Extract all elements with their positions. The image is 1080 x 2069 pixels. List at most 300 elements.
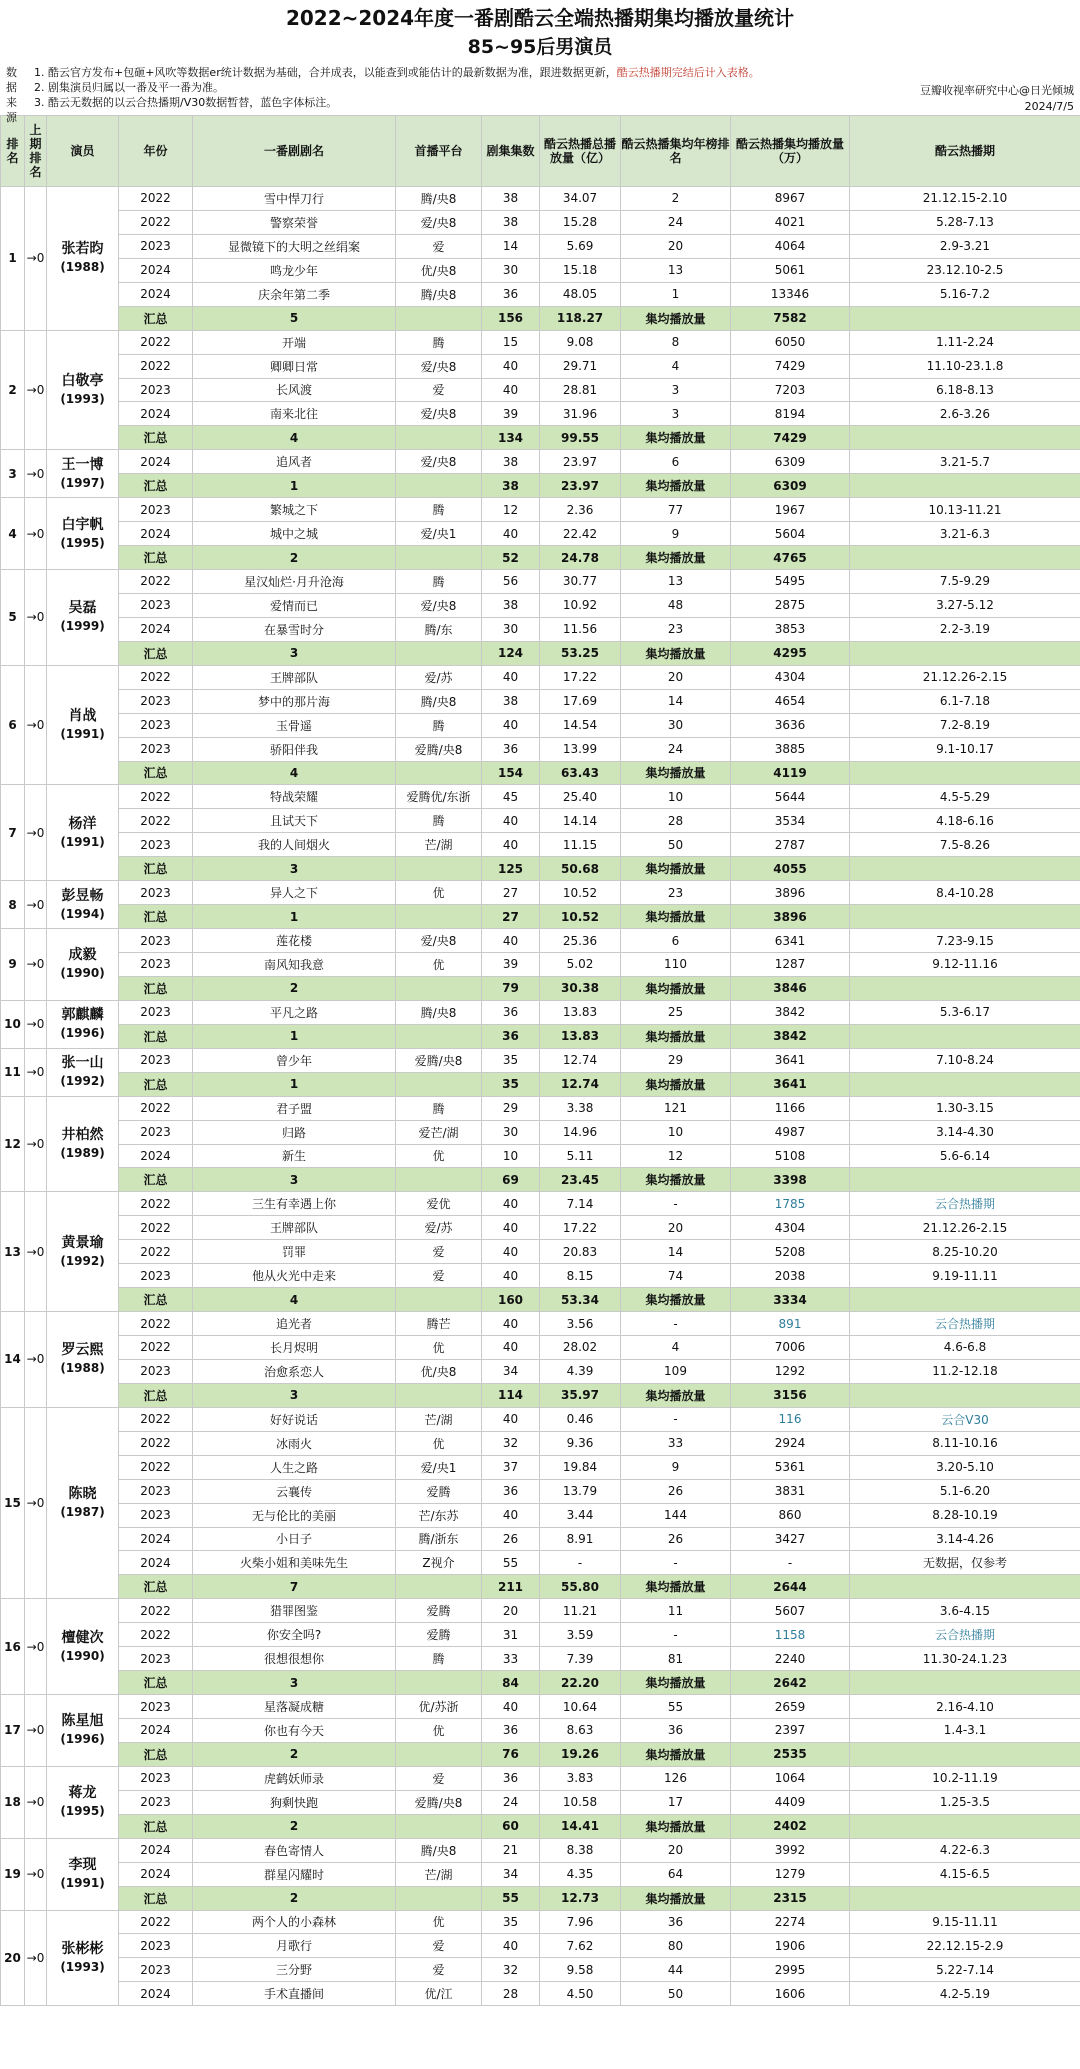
table-row [1,1958,1080,1982]
avg-views-cell: 4021 [731,210,850,234]
platform-cell: 腾/东 [396,617,482,641]
total-views-cell: 11.21 [540,1599,621,1623]
header-prev: 上期排名 [25,116,47,187]
platform-cell: Z视介 [396,1551,482,1575]
total-views-cell: 23.97 [540,450,621,474]
rank-cell: 10 [1,1000,25,1048]
avg-views-cell: 6050 [731,330,850,354]
total-views-cell: 17.69 [540,689,621,713]
summary-blank [850,306,1080,330]
actor-name: 张若昀 [61,241,104,258]
avg-views-cell: 8194 [731,402,850,426]
avg-views-cell: 1064 [731,1766,850,1790]
header-period: 酷云热播期 [850,116,1080,187]
avg-views-cell: 3885 [731,737,850,761]
actor-birth-year: (1987) [60,1505,105,1520]
summary-row [1,1168,1080,1192]
summary-total: 55.80 [540,1575,621,1599]
summary-label: 汇总 [119,905,193,929]
platform-cell: 芒/湖 [396,1407,482,1431]
actor-name: 张一山 [61,1055,104,1072]
summary-label: 汇总 [119,857,193,881]
summary-avg: 3842 [731,1024,850,1048]
platform-cell: 腾 [396,498,482,522]
total-views-cell: 25.40 [540,785,621,809]
avg-views-cell: 1287 [731,953,850,977]
actor-name: 杨洋 [68,815,97,832]
source-date: 2024/7/5 [1024,100,1074,113]
episodes-cell: 26 [482,1527,540,1551]
header-ep-rank: 酷云热播集均年榜排名 [621,116,731,187]
summary-count: 1 [193,1072,396,1096]
avg-views-cell: 4304 [731,1216,850,1240]
drama-cell: 异人之下 [193,881,396,905]
summary-blank [850,1671,1080,1695]
platform-cell: 爱/央8 [396,210,482,234]
period-cell: 5.3-6.17 [850,1000,1080,1024]
prev-rank-cell: →0 [25,1048,47,1096]
table-row [1,1766,1080,1790]
year-cell: 2024 [119,1862,193,1886]
summary-blank [850,474,1080,498]
prev-rank-cell: →0 [25,665,47,785]
summary-count: 4 [193,761,396,785]
drama-cell: 警察荣誉 [193,210,396,234]
platform-cell: 爱优 [396,1192,482,1216]
drama-cell: 无与伦比的美丽 [193,1503,396,1527]
episodes-cell: 38 [482,210,540,234]
year-cell: 2023 [119,833,193,857]
avg-views-cell: 2397 [731,1719,850,1743]
period-cell: 3.21-6.3 [850,522,1080,546]
yearly-rank-cell: 10 [621,785,731,809]
period-cell: 11.10-23.1.8 [850,354,1080,378]
platform-cell: 腾 [396,1647,482,1671]
rank-cell: 1 [1,187,25,331]
total-views-cell: 29.71 [540,354,621,378]
summary-blank [396,1288,482,1312]
summary-avg: 4765 [731,546,850,570]
platform-cell: 爱 [396,1766,482,1790]
episodes-cell: 40 [482,1407,540,1431]
year-cell: 2022 [119,1407,193,1431]
avg-views-cell: 2924 [731,1431,850,1455]
summary-episodes: 84 [482,1671,540,1695]
platform-cell: 芒/东苏 [396,1503,482,1527]
total-views-cell: 5.11 [540,1144,621,1168]
summary-blank [850,1575,1080,1599]
summary-episodes: 76 [482,1742,540,1766]
year-cell: 2023 [119,1695,193,1719]
actor-birth-year: (1989) [60,1146,105,1160]
summary-avg: 2535 [731,1742,850,1766]
actor-cell [47,1599,119,1695]
platform-cell: 爱腾 [396,1623,482,1647]
table-row [1,617,1080,641]
summary-label: 汇总 [119,976,193,1000]
rank-cell: 20 [1,1910,25,2006]
prev-rank-cell: →0 [25,450,47,498]
drama-cell: 王牌部队 [193,1216,396,1240]
actor-birth-year: (1992) [60,1253,105,1268]
year-cell: 2023 [119,1503,193,1527]
avg-views-cell: 891 [731,1312,850,1336]
summary-blank [850,1168,1080,1192]
summary-episodes: 69 [482,1168,540,1192]
year-cell: 2022 [119,1096,193,1120]
total-views-cell: 20.83 [540,1240,621,1264]
actor-name: 蒋龙 [68,1785,97,1802]
summary-total: 23.45 [540,1168,621,1192]
yearly-rank-cell: 64 [621,1862,731,1886]
actor-name: 肖战 [68,708,97,725]
year-cell: 2024 [119,1719,193,1743]
summary-avg-label: 集均播放量 [621,1024,731,1048]
actor-cell [47,881,119,929]
platform-cell: 爱 [396,1240,482,1264]
drama-cell: 追风者 [193,450,396,474]
yearly-rank-cell: 25 [621,1000,731,1024]
drama-cell: 治愈系恋人 [193,1359,396,1383]
period-cell: 21.12.26-2.15 [850,1216,1080,1240]
note-1-red: 酷云热播期完结后计入表格。 [616,66,760,79]
year-cell: 2023 [119,737,193,761]
summary-avg: 3846 [731,976,850,1000]
yearly-rank-cell: - [621,1312,731,1336]
platform-cell: 优/江 [396,1982,482,2006]
avg-views-cell: 5604 [731,522,850,546]
period-cell: 4.5-5.29 [850,785,1080,809]
episodes-cell: 40 [482,809,540,833]
summary-total: 12.73 [540,1886,621,1910]
table-row [1,402,1080,426]
summary-count: 2 [193,1886,396,1910]
avg-views-cell: 5061 [731,258,850,282]
platform-cell: 爱/央1 [396,522,482,546]
episodes-cell: 36 [482,1766,540,1790]
period-cell: 7.2-8.19 [850,713,1080,737]
summary-row [1,761,1080,785]
table-row [1,737,1080,761]
table-row [1,258,1080,282]
period-cell: 4.6-6.8 [850,1336,1080,1360]
period-cell: 2.16-4.10 [850,1695,1080,1719]
episodes-cell: 40 [482,378,540,402]
year-cell: 2022 [119,570,193,594]
prev-rank-cell: →0 [25,881,47,929]
drama-cell: 他从火光中走来 [193,1264,396,1288]
episodes-cell: 38 [482,450,540,474]
prev-rank-cell: →0 [25,1096,47,1192]
drama-cell: 虎鹤妖师录 [193,1766,396,1790]
actor-name: 罗云熙 [61,1342,104,1359]
episodes-cell: 40 [482,665,540,689]
platform-cell: 优 [396,1719,482,1743]
yearly-rank-cell: 4 [621,354,731,378]
period-cell: 3.6-4.15 [850,1599,1080,1623]
table-row [1,210,1080,234]
yearly-rank-cell: 11 [621,1599,731,1623]
summary-total: 118.27 [540,306,621,330]
summary-row [1,857,1080,881]
episodes-cell: 55 [482,1551,540,1575]
summary-blank [850,641,1080,665]
avg-views-cell: 2038 [731,1264,850,1288]
actor-birth-year: (1993) [60,1959,105,1974]
drama-cell: 梦中的那片海 [193,689,396,713]
avg-views-cell: 4987 [731,1120,850,1144]
year-cell: 2023 [119,234,193,258]
episodes-cell: 40 [482,1240,540,1264]
year-cell: 2023 [119,929,193,953]
drama-cell: 开端 [193,330,396,354]
summary-row [1,546,1080,570]
total-views-cell: 11.15 [540,833,621,857]
platform-cell: 优 [396,1431,482,1455]
total-views-cell: 10.52 [540,881,621,905]
summary-blank [396,306,482,330]
platform-cell: 爱/央8 [396,354,482,378]
episodes-cell: 38 [482,593,540,617]
period-cell: 无数据，仅参考 [850,1551,1080,1575]
summary-row [1,905,1080,929]
summary-total: 19.26 [540,1742,621,1766]
summary-row [1,1288,1080,1312]
period-cell: 11.2-12.18 [850,1359,1080,1383]
year-cell: 2022 [119,1192,193,1216]
table-row [1,1216,1080,1240]
period-cell: 9.12-11.16 [850,953,1080,977]
platform-cell: 爱腾/央8 [396,1048,482,1072]
actor-birth-year: (1993) [60,391,105,406]
platform-cell: 优 [396,1336,482,1360]
drama-cell: 两个人的小森林 [193,1910,396,1934]
summary-label: 汇总 [119,1575,193,1599]
total-views-cell: 10.64 [540,1695,621,1719]
yearly-rank-cell: 36 [621,1719,731,1743]
summary-row [1,976,1080,1000]
episodes-cell: 36 [482,1000,540,1024]
period-cell: 3.14-4.30 [850,1120,1080,1144]
drama-cell: 追光者 [193,1312,396,1336]
summary-label: 汇总 [119,1383,193,1407]
table-row [1,1695,1080,1719]
episodes-cell: 56 [482,570,540,594]
actor-cell [47,1695,119,1767]
rank-cell: 6 [1,665,25,785]
yearly-rank-cell: 20 [621,665,731,689]
summary-total: 24.78 [540,546,621,570]
drama-cell: 曾少年 [193,1048,396,1072]
total-views-cell: 31.96 [540,402,621,426]
period-cell: 2.2-3.19 [850,617,1080,641]
episodes-cell: 40 [482,1503,540,1527]
episodes-cell: 37 [482,1455,540,1479]
platform-cell: 爱腾/央8 [396,737,482,761]
yearly-rank-cell: 77 [621,498,731,522]
yearly-rank-cell: 50 [621,1982,731,2006]
drama-cell: 你也有今天 [193,1719,396,1743]
platform-cell: 腾/央8 [396,282,482,306]
year-cell: 2023 [119,1790,193,1814]
yearly-rank-cell: 12 [621,1144,731,1168]
table-row [1,1599,1080,1623]
prev-rank-cell: →0 [25,785,47,881]
period-cell: 2.6-3.26 [850,402,1080,426]
episodes-cell: 14 [482,234,540,258]
summary-count: 4 [193,426,396,450]
year-cell: 2022 [119,187,193,211]
summary-blank [396,546,482,570]
header-total: 酷云热播总播放量（亿） [540,116,621,187]
year-cell: 2023 [119,1934,193,1958]
total-views-cell: 9.36 [540,1431,621,1455]
summary-episodes: 114 [482,1383,540,1407]
platform-cell: 腾/央8 [396,187,482,211]
summary-avg-label: 集均播放量 [621,1383,731,1407]
summary-episodes: 27 [482,905,540,929]
table-row [1,1240,1080,1264]
avg-views-cell: 6341 [731,929,850,953]
header-actor: 演员 [47,116,119,187]
year-cell: 2024 [119,1551,193,1575]
episodes-cell: 32 [482,1431,540,1455]
summary-blank [396,1072,482,1096]
summary-blank [850,905,1080,929]
rank-cell: 4 [1,498,25,570]
page-subtitle: 85~95后男演员 [467,36,613,58]
period-cell: 1.4-3.1 [850,1719,1080,1743]
episodes-cell: 40 [482,1934,540,1958]
summary-avg-label: 集均播放量 [621,306,731,330]
platform-cell: 优/苏浙 [396,1695,482,1719]
table-row [1,881,1080,905]
summary-blank [850,1072,1080,1096]
period-cell: 8.25-10.20 [850,1240,1080,1264]
avg-views-cell: 3896 [731,881,850,905]
total-views-cell: 5.69 [540,234,621,258]
prev-rank-cell: →0 [25,1910,47,2006]
summary-blank [396,1024,482,1048]
actor-birth-year: (1990) [60,966,105,981]
period-cell: 10.13-11.21 [850,498,1080,522]
prev-rank-cell: →0 [25,929,47,1001]
year-cell: 2023 [119,378,193,402]
platform-cell: 腾/央8 [396,1000,482,1024]
platform-cell: 腾/浙东 [396,1527,482,1551]
drama-cell: 三生有幸遇上你 [193,1192,396,1216]
period-cell: 4.2-5.19 [850,1982,1080,2006]
summary-avg-label: 集均播放量 [621,1886,731,1910]
prev-rank-cell: →0 [25,498,47,570]
table-row [1,593,1080,617]
avg-views-cell: 1906 [731,1934,850,1958]
year-cell: 2022 [119,1623,193,1647]
actor-cell [47,1766,119,1838]
year-cell: 2023 [119,1647,193,1671]
rank-cell: 3 [1,450,25,498]
drama-cell: 长月烬明 [193,1336,396,1360]
summary-total: 99.55 [540,426,621,450]
prev-rank-cell: →0 [25,1599,47,1695]
summary-avg: 3896 [731,905,850,929]
total-views-cell: 14.96 [540,1120,621,1144]
summary-total: 50.68 [540,857,621,881]
notes-section [0,62,1080,124]
total-views-cell: 5.02 [540,953,621,977]
year-cell: 2024 [119,258,193,282]
table-row [1,522,1080,546]
prev-rank-cell: →0 [25,1000,47,1048]
drama-cell: 狗剩快跑 [193,1790,396,1814]
avg-views-cell: 1292 [731,1359,850,1383]
period-cell: 7.5-9.29 [850,570,1080,594]
episodes-cell: 27 [482,881,540,905]
drama-cell: 且试天下 [193,809,396,833]
period-cell: 5.6-6.14 [850,1144,1080,1168]
summary-avg-label: 集均播放量 [621,1288,731,1312]
episodes-cell: 38 [482,187,540,211]
yearly-rank-cell: 26 [621,1479,731,1503]
actor-cell [47,785,119,881]
total-views-cell: 3.56 [540,1312,621,1336]
table-row [1,1096,1080,1120]
table-row [1,1144,1080,1168]
summary-count: 2 [193,976,396,1000]
header-rank: 排名 [1,116,25,187]
avg-views-cell: 1606 [731,1982,850,2006]
period-cell: 4.15-6.5 [850,1862,1080,1886]
summary-episodes: 60 [482,1814,540,1838]
summary-count: 1 [193,1024,396,1048]
table-row [1,1048,1080,1072]
year-cell: 2022 [119,665,193,689]
summary-count: 2 [193,1742,396,1766]
avg-views-cell: 3641 [731,1048,850,1072]
actor-birth-year: (1992) [60,1074,105,1089]
prev-rank-cell: →0 [25,1695,47,1767]
drama-cell: 我的人间烟火 [193,833,396,857]
prev-rank-cell: →0 [25,187,47,331]
table-row [1,1838,1080,1862]
platform-cell: 爱腾优/东浙 [396,785,482,809]
period-cell: 22.12.15-2.9 [850,1934,1080,1958]
actor-name: 李现 [68,1857,97,1874]
episodes-cell: 40 [482,522,540,546]
avg-views-cell: 3427 [731,1527,850,1551]
platform-cell: 优 [396,881,482,905]
summary-row [1,1072,1080,1096]
ranking-table [0,115,1080,2006]
drama-cell: 冰雨火 [193,1431,396,1455]
actor-name: 檀健次 [61,1629,104,1646]
prev-rank-cell: →0 [25,570,47,666]
year-cell: 2022 [119,354,193,378]
total-views-cell: 10.58 [540,1790,621,1814]
actor-name: 彭昱畅 [61,887,104,904]
episodes-cell: 24 [482,1790,540,1814]
avg-views-cell: 6309 [731,450,850,474]
platform-cell: 腾 [396,809,482,833]
period-cell: 云合热播期 [850,1192,1080,1216]
table-row [1,234,1080,258]
yearly-rank-cell: 50 [621,833,731,857]
yearly-rank-cell: 24 [621,210,731,234]
summary-avg: 4055 [731,857,850,881]
table-row [1,1790,1080,1814]
year-cell: 2024 [119,617,193,641]
period-cell: 7.10-8.24 [850,1048,1080,1072]
